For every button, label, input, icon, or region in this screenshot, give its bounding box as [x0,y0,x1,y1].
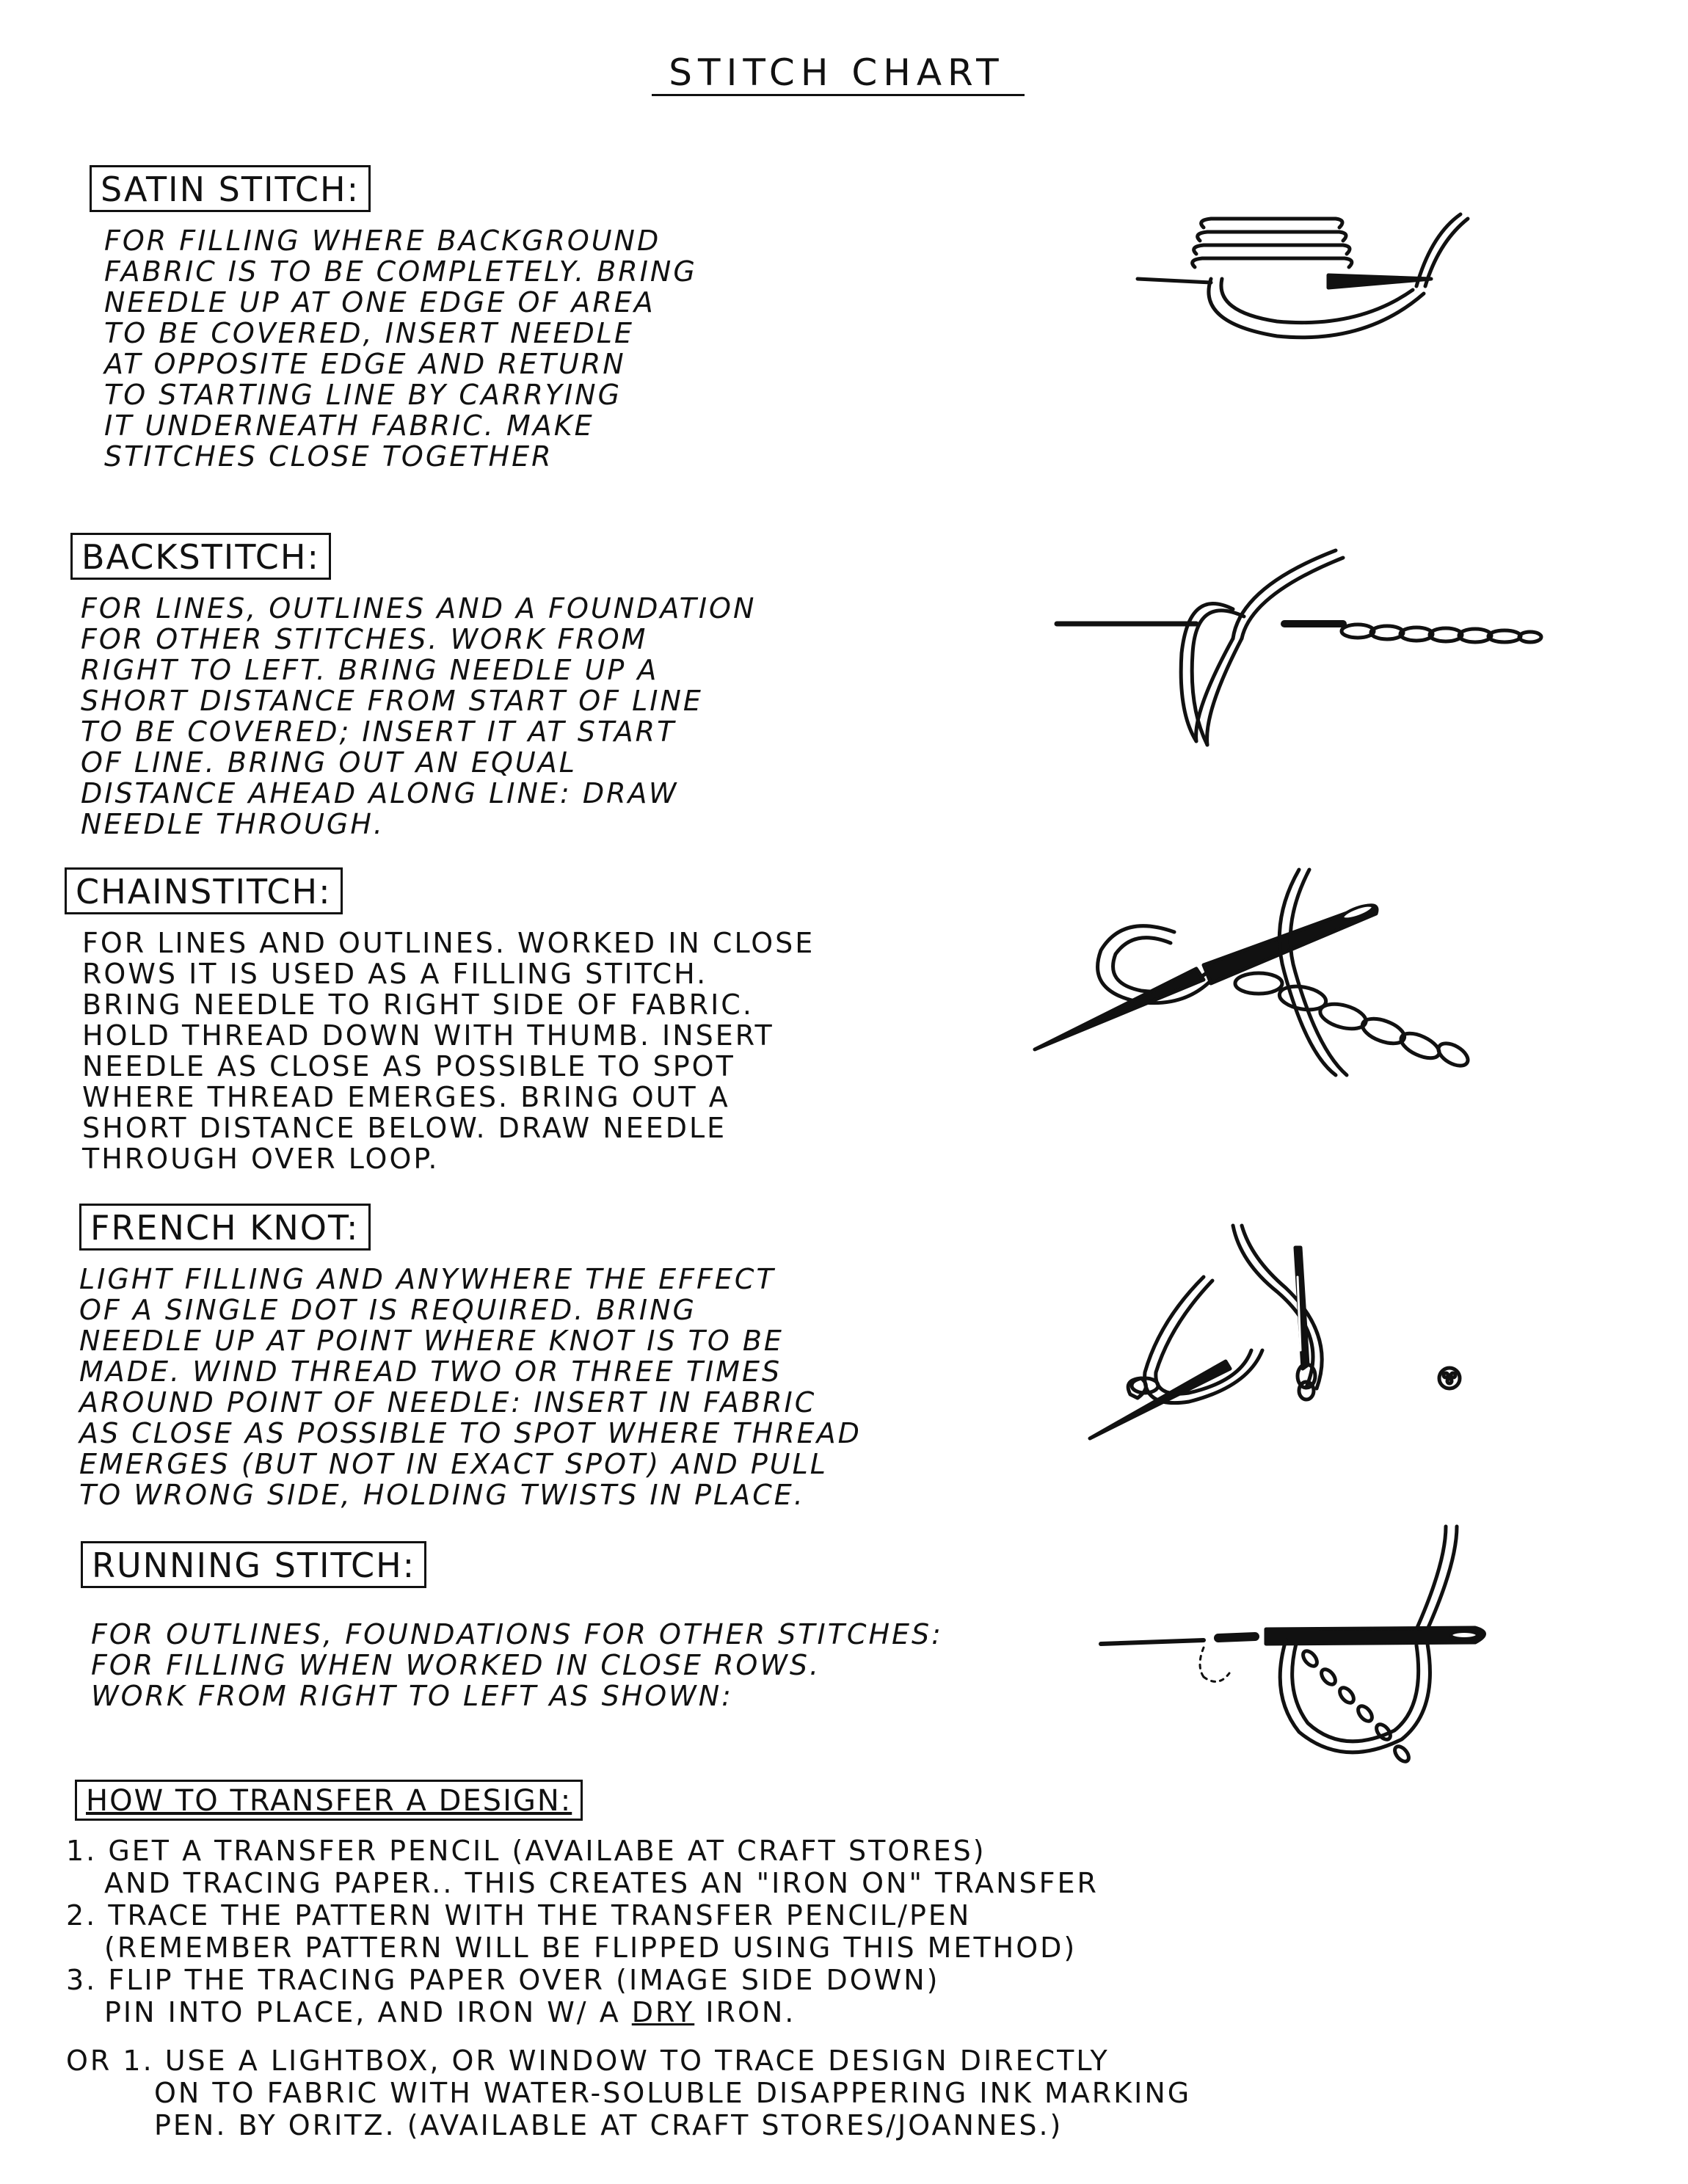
transfer-steps [66,1835,1191,2141]
text-line: TO BE COVERED; INSERT IT AT START [81,716,677,748]
text-line: LIGHT FILLING AND ANYWHERE THE EFFECT [79,1263,776,1295]
text-line: AS CLOSE AS POSSIBLE TO SPOT WHERE THREAD [79,1417,862,1449]
chainstitch-heading: CHAINSTITCH: [65,867,343,914]
backstitch-heading: BACKSTITCH: [70,533,331,580]
how-to-transfer-heading [75,1780,583,1821]
alt-step-line-3: PEN. BY ORITZ. (AVAILABLE AT CRAFT STORES/JOANNES.) [154,2109,1063,2141]
satin-stitch-illustration [1123,198,1475,360]
backstitch-illustration [1049,528,1549,749]
step-3-text-b: IRON. [705,1996,796,2028]
text-line: STITCHES CLOSE TOGETHER [104,440,553,473]
running-stitch-description [91,1619,943,1711]
text-line: BRING NEEDLE TO RIGHT SIDE OF FABRIC. [82,989,754,1021]
text-line: ROWS IT IS USED AS A FILLING STITCH. [82,958,708,990]
text-line: WHERE THREAD EMERGES. BRING OUT A [82,1081,730,1113]
text-line: NEEDLE THROUGH. [81,808,385,840]
french-knot-illustration [1086,1218,1497,1453]
how-to-transfer-section [75,1780,583,1821]
text-line: DISTANCE AHEAD ALONG LINE: DRAW [81,777,679,809]
text-line: FABRIC IS TO BE COMPLETELY. BRING [104,255,697,288]
text-line: SHORT DISTANCE BELOW. DRAW NEEDLE [82,1112,727,1144]
step-3-line-1: 3. FLIP THE TRACING PAPER OVER (IMAGE SIDE DOWN) [66,1964,940,1996]
text-line: HOLD THREAD DOWN WITH THUMB. INSERT [82,1019,774,1052]
text-line: MADE. WIND THREAD TWO OR THREE TIMES [79,1355,782,1388]
text-line: FOR FILLING WHEN WORKED IN CLOSE ROWS. [91,1649,821,1681]
text-line: SHORT DISTANCE FROM START OF LINE [81,685,703,717]
text-line: FOR OUTLINES, FOUNDATIONS FOR OTHER STITCHES: [91,1618,943,1650]
step-3-text-a: PIN INTO PLACE, AND IRON W/ A [104,1996,621,2028]
step-2-line-2: (REMEMBER PATTERN WILL BE FLIPPED USING THIS METHOD) [104,1932,1077,1964]
step-2-line-1: 2. TRACE THE PATTERN WITH THE TRANSFER PENCIL/PEN [66,1899,972,1932]
text-line: NEEDLE UP AT POINT WHERE KNOT IS TO BE [79,1325,784,1357]
step-1-line-1: 1. GET A TRANSFER PENCIL (AVAILABE AT CRAFT STORES) [66,1835,986,1867]
running-stitch-heading: RUNNING STITCH: [81,1541,426,1588]
text-line: TO BE COVERED, INSERT NEEDLE [104,317,634,349]
dry-emphasis: DRY [631,1996,695,2028]
text-line: OF A SINGLE DOT IS REQUIRED. BRING [79,1294,696,1326]
text-line: FOR OTHER STITCHES. WORK FROM [81,623,648,655]
text-line: NEEDLE AS CLOSE AS POSSIBLE TO SPOT [82,1050,735,1082]
satin-stitch-description [104,225,697,472]
section-backstitch [70,533,756,840]
backstitch-description [81,593,756,840]
section-french-knot [79,1204,862,1510]
text-line: AROUND POINT OF NEEDLE: INSERT IN FABRIC [79,1386,817,1419]
chainstitch-description [82,928,815,1174]
satin-stitch-heading: SATIN STITCH: [90,165,371,212]
title-underline [652,94,1025,96]
text-line: FOR LINES AND OUTLINES. WORKED IN CLOSE [82,927,815,959]
text-line: TO WRONG SIDE, HOLDING TWISTS IN PLACE. [79,1479,805,1511]
how-to-transfer-heading-text: HOW TO TRANSFER A DESIGN: [86,1784,572,1818]
step-3-line-2 [66,1996,1191,2028]
text-line: FOR LINES, OUTLINES AND A FOUNDATION [81,592,757,625]
text-line: OF LINE. BRING OUT AN EQUAL [81,746,577,779]
alt-step-line-2: ON TO FABRIC WITH WATER-SOLUBLE DISAPPERING INK MARKING [154,2077,1192,2109]
text-line: EMERGES (BUT NOT IN EXACT SPOT) AND PULL [79,1448,828,1480]
text-line: AT OPPOSITE EDGE AND RETURN [104,348,626,380]
step-1-line-2: AND TRACING PAPER.. THIS CREATES AN "IRON ON" TRANSFER [104,1867,1099,1899]
french-knot-heading: FRENCH KNOT: [79,1204,371,1251]
text-line: WORK FROM RIGHT TO LEFT AS SHOWN: [91,1680,733,1712]
text-line: THROUGH OVER LOOP. [82,1143,440,1175]
section-chainstitch [65,867,815,1174]
alt-step-line-1: OR 1. USE A LIGHTBOX, OR WINDOW TO TRACE DESIGN DIRECTLY [66,2045,1110,2077]
text-line: FOR FILLING WHERE BACKGROUND [104,225,661,257]
text-line: TO STARTING LINE BY CARRYING [104,379,622,411]
page-title: STITCH CHART [669,51,1005,94]
text-line: NEEDLE UP AT ONE EDGE OF AREA [104,286,655,318]
text-line: IT UNDERNEATH FABRIC. MAKE [104,410,594,442]
section-satin-stitch [90,165,697,472]
chainstitch-illustration [1027,862,1527,1082]
running-stitch-illustration [1094,1519,1505,1783]
french-knot-description [79,1264,862,1510]
text-line: RIGHT TO LEFT. BRING NEEDLE UP A [81,654,659,686]
section-running-stitch [81,1541,943,1711]
